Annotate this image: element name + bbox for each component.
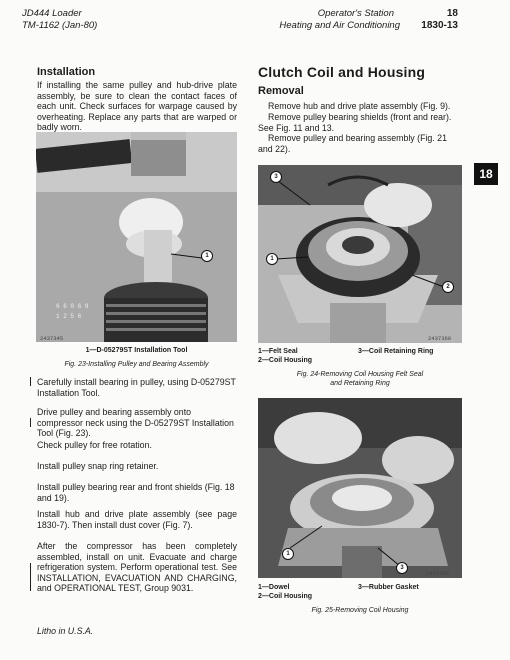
step-snap-ring: Install pulley snap ring retainer. [37, 461, 159, 471]
fig24-photo-number: 2437360 [428, 335, 452, 342]
fig24-legend-3: 3—Coil Retaining Ring [358, 348, 434, 355]
fig25-legend-1: 1—Dowel [258, 584, 290, 591]
removal-step-pulley: Remove pulley and bearing assembly (Fig. 21 and 22). [258, 133, 447, 154]
removal-step-hub: Remove hub and drive plate assembly (Fig. 9). [268, 101, 451, 111]
step-install-compressor: After the compressor has been completely assembled, install on unit. Evacuate and charge refrigeration system. Perform operational test. See INSTALLATION, EVACUATION AND CHARGING, and OPERATIONAL TEST, Group 9031. [37, 541, 237, 594]
page-code: 1830-13 [421, 20, 458, 31]
fig24-caption: Fig. 24-Removing Coil Housing Felt Seal and Retaining Ring [296, 371, 424, 387]
fig24-callout-2: 2 [442, 281, 454, 293]
section-tab: 18 [474, 163, 498, 185]
revision-bar [30, 377, 31, 386]
fig23-photo-number: 2437345 [40, 335, 64, 342]
page-number: 18 [446, 8, 458, 19]
removal-heading: Removal [258, 85, 304, 97]
step-drive-pulley: Drive pulley and bearing assembly onto compressor neck using the D-05279ST Installation Tool (Fig. 23). [37, 407, 234, 439]
header-center [296, 8, 394, 20]
fig24-callout-1: 1 [266, 253, 278, 265]
header-left [22, 8, 97, 32]
revision-bar [30, 418, 31, 427]
fig25-legend-2: 2—Coil Housing [258, 593, 313, 600]
fig25-callout-3: 3 [396, 562, 408, 574]
subsection-name: Heating and Air Conditioning [279, 20, 400, 31]
revision-bar [30, 563, 31, 591]
header-right [410, 8, 458, 32]
header-subsection [260, 20, 400, 32]
step-check-pulley: Check pulley for free rotation. [37, 440, 152, 450]
installation-heading: Installation [37, 66, 96, 78]
footer-litho: Litho in U.S.A. [37, 626, 94, 636]
fig25-caption: Fig. 25-Removing Coil Housing [311, 607, 409, 614]
removal-step-shields: Remove pulley bearing shields (front and rear). See Fig. 11 and 13. [258, 112, 452, 133]
fig23-photo [36, 132, 237, 342]
svg-text:1 2 5 6: 1 2 5 6 [56, 313, 82, 320]
section-name: Operator's Station [317, 8, 394, 19]
installation-paragraph: If installing the same pulley and hub-drive plate assembly, be sure to clean the contact faces of each unit. Check surfaces for warpage caused by overheating. Replace any parts that are warped or badly worn. [37, 80, 237, 133]
fig24-legend-1: 1—Felt Seal [258, 348, 298, 355]
fig23-callout-1: 1 [201, 250, 213, 262]
svg-text:6 6 0 6 9: 6 6 0 6 9 [56, 303, 89, 310]
fig24-legend-2: 2—Coil Housing [258, 357, 313, 364]
manual-code: TM-1162 (Jan-80) [22, 20, 98, 31]
clutch-coil-title: Clutch Coil and Housing [258, 64, 426, 80]
fig23-caption: Fig. 23-Installing Pulley and Bearing Assembly [64, 361, 209, 368]
fig24-photo [258, 165, 462, 343]
fig25-photo [258, 398, 462, 578]
step-install-bearing: Carefully install bearing in pulley, using D-05279ST Installation Tool. [37, 377, 236, 398]
fig24-callout-3: 3 [270, 171, 282, 183]
step-bearing-shields: Install pulley bearing rear and front shields (Fig. 18 and 19). [37, 482, 235, 503]
manual-title: JD444 Loader [22, 8, 82, 19]
fig25-photo-number: 2437358 [426, 570, 450, 577]
fig25-legend-3: 3—Rubber Gasket [358, 584, 419, 591]
fig25-callout-1: 1 [282, 548, 294, 560]
step-hub-drive-plate: Install hub and drive plate assembly (see page 1830-7). Then install dust cover (Fig. 7). [37, 509, 237, 530]
fig23-legend: 1—D-05279ST Installation Tool [85, 347, 188, 354]
